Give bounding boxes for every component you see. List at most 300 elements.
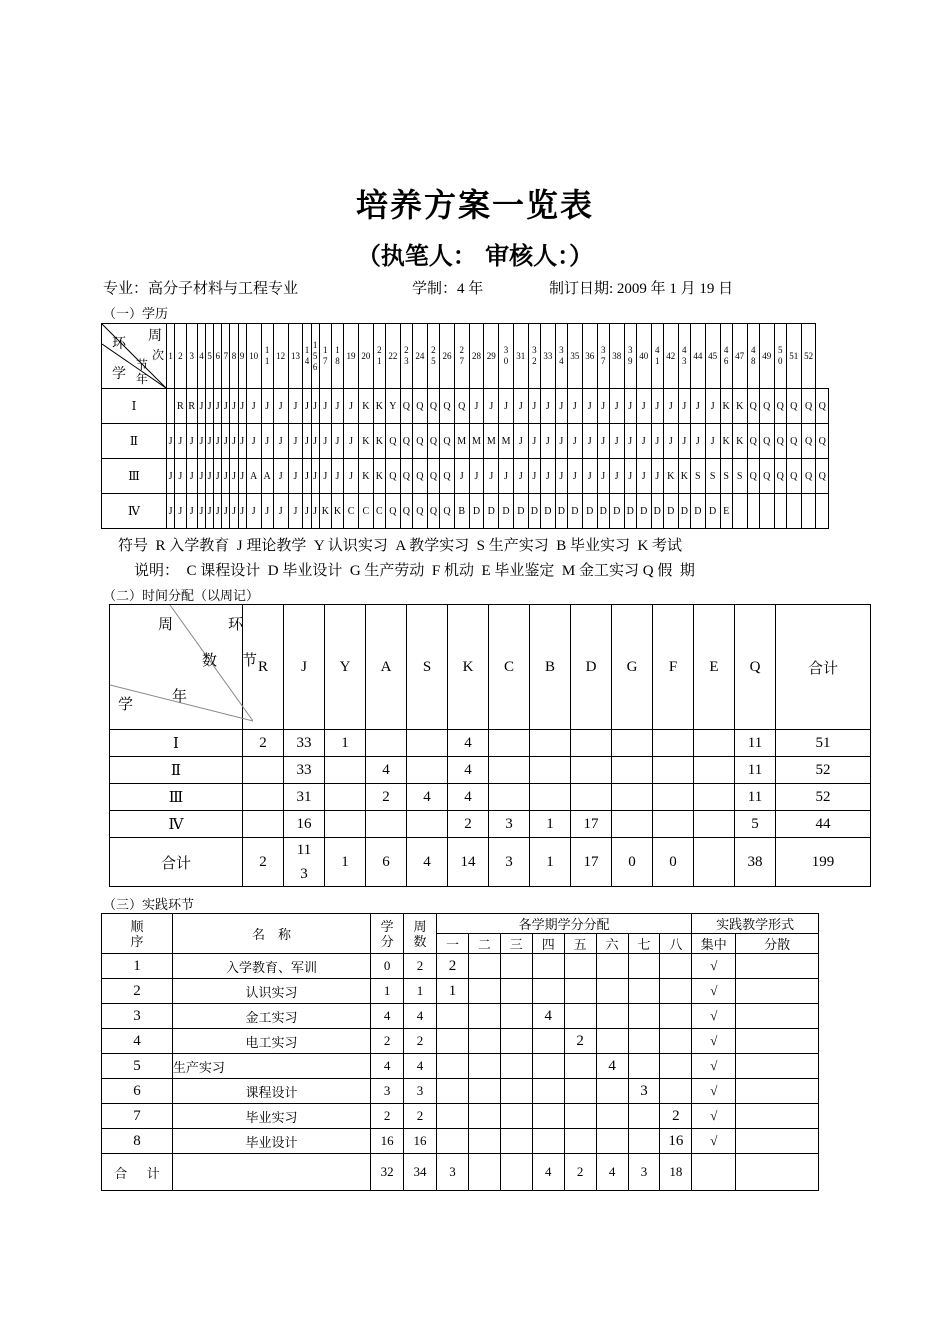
schedule-cell xyxy=(774,494,786,529)
semester-credit-cell xyxy=(468,1154,500,1191)
semester-credit-cell xyxy=(437,1104,469,1129)
schedule-cell: K xyxy=(373,459,385,494)
value-cell xyxy=(694,811,735,838)
name-cell: 金工实习 xyxy=(172,1004,370,1029)
schedule-cell xyxy=(801,494,816,529)
weeks-cell: 34 xyxy=(404,1154,437,1191)
value-cell xyxy=(407,730,448,757)
schedule-cell: Q xyxy=(759,459,774,494)
value-cell xyxy=(653,784,694,811)
week-number-header: 47 xyxy=(732,324,747,389)
value-cell xyxy=(243,811,284,838)
spread-cell xyxy=(736,1129,819,1154)
schedule-cell: J xyxy=(567,459,582,494)
week-number-header: 1 1 xyxy=(261,324,273,389)
schedule-cell: Q xyxy=(385,424,400,459)
value-cell: 31 xyxy=(284,784,325,811)
value-cell xyxy=(694,784,735,811)
schedule-cell: R xyxy=(186,389,197,424)
weeks-cell: 2 xyxy=(404,1029,437,1054)
name-cell: 生产实习 xyxy=(172,1054,370,1079)
semester-credit-cell xyxy=(468,1004,500,1029)
schedule-cell: J xyxy=(469,459,484,494)
schedule-cell: J xyxy=(582,459,597,494)
name-cell: 毕业实习 xyxy=(172,1104,370,1129)
value-cell xyxy=(612,784,653,811)
table-row xyxy=(102,979,819,1004)
year-label: Ⅳ xyxy=(102,494,167,529)
column-header: 合计 xyxy=(776,605,871,730)
spread-cell xyxy=(736,1054,819,1079)
schedule-cell: S xyxy=(705,459,720,494)
schedule-cell: K xyxy=(720,424,732,459)
schedule-cell: Q xyxy=(774,459,786,494)
semester-credit-cell: 18 xyxy=(660,1154,692,1191)
semester-credit-cell xyxy=(660,1054,692,1079)
schedule-cell: J xyxy=(454,459,469,494)
semester-credit-cell xyxy=(500,1029,532,1054)
week-number-header: 44 xyxy=(690,324,705,389)
value-cell: 11 3 xyxy=(284,838,325,887)
value-cell: 52 xyxy=(776,757,871,784)
year-label: Ⅲ xyxy=(102,459,167,494)
page-title: 培养方案一览表 xyxy=(355,186,594,224)
focus-cell: √ xyxy=(692,954,736,979)
table-row xyxy=(110,784,871,811)
column-header: G xyxy=(612,605,653,730)
schedule-cell: Q xyxy=(747,459,759,494)
schedule-cell: Q xyxy=(816,389,829,424)
schedule-cell: J xyxy=(582,424,597,459)
schedule-cell: Q xyxy=(801,459,816,494)
corner-label: 节 xyxy=(242,653,258,669)
schedule-cell: J xyxy=(238,459,246,494)
week-number-header: 49 xyxy=(759,324,774,389)
schedule-cell: J xyxy=(197,494,205,529)
section-heading: （一）学历 xyxy=(103,306,169,321)
schedule-cell: Q xyxy=(759,424,774,459)
semester-credit-cell xyxy=(532,979,564,1004)
semester-credit-cell xyxy=(468,1029,500,1054)
value-cell: 2 xyxy=(366,784,407,811)
value-cell: 52 xyxy=(776,784,871,811)
spread-cell xyxy=(736,1029,819,1054)
week-number-header: 4 6 xyxy=(720,324,732,389)
week-number-header: 3 2 xyxy=(528,324,540,389)
corner-label: 年 xyxy=(136,372,149,386)
corner-label: 学 xyxy=(118,697,134,713)
semester-credit-cell xyxy=(564,1004,596,1029)
year-label: Ⅱ xyxy=(102,424,167,459)
schedule-cell: Q xyxy=(816,424,829,459)
value-cell xyxy=(653,730,694,757)
schedule-cell: J xyxy=(663,389,678,424)
week-number-header: 1 5 6 xyxy=(311,324,319,389)
week-number-header: 9 xyxy=(238,324,246,389)
semester-credit-cell xyxy=(468,1079,500,1104)
corner-label: 环 xyxy=(228,617,244,633)
schedule-cell: J xyxy=(175,494,186,529)
value-cell: 38 xyxy=(735,838,776,887)
schedule-cell: J xyxy=(288,389,303,424)
total-row xyxy=(102,1154,819,1191)
schedule-cell: J xyxy=(206,494,214,529)
column-header: A xyxy=(366,605,407,730)
corner-label: 周 xyxy=(148,329,162,344)
schedule-cell: J xyxy=(303,459,311,494)
corner-label: 数 xyxy=(202,653,218,669)
schedule-cell: Q xyxy=(400,459,412,494)
column-header: J xyxy=(284,605,325,730)
schedule-cell: J xyxy=(186,494,197,529)
order-cell: 3 xyxy=(102,1004,173,1029)
semester-credit-cell xyxy=(596,1079,628,1104)
semester-credit-cell xyxy=(468,1054,500,1079)
schedule-cell: J xyxy=(624,389,636,424)
weeks-cell: 4 xyxy=(404,1004,437,1029)
semester-credit-cell xyxy=(660,979,692,1004)
column-header: Q xyxy=(735,605,776,730)
semester-credit-cell xyxy=(500,979,532,1004)
schedule-cell: K xyxy=(373,389,385,424)
schedule-cell: J xyxy=(624,424,636,459)
weeks-cell: 2 xyxy=(404,1104,437,1129)
order-cell: 2 xyxy=(102,979,173,1004)
semester-credit-cell xyxy=(660,1029,692,1054)
semester-credit-cell: 1 xyxy=(437,979,469,1004)
name-cell: 电工实习 xyxy=(172,1029,370,1054)
column-header: B xyxy=(530,605,571,730)
semester-credit-cell: 16 xyxy=(660,1129,692,1154)
semester-credit-cell: 3 xyxy=(437,1154,469,1191)
schedule-corner-cell xyxy=(102,324,167,389)
schedule-cell: K xyxy=(732,424,747,459)
year-label: Ⅲ xyxy=(110,784,243,811)
table-row xyxy=(110,811,871,838)
legend-line: 说明： C 课程设计 D 毕业设计 G 生产劳动 F 机动 E 毕业鉴定 M 金工实习 Q 假 期 xyxy=(134,563,695,579)
order-cell: 8 xyxy=(102,1129,173,1154)
semester-header: 八 xyxy=(660,934,692,954)
schedule-cell: J xyxy=(344,459,359,494)
schedule-cell: J xyxy=(528,459,540,494)
schedule-cell: D xyxy=(663,494,678,529)
schedule-cell: Q xyxy=(801,389,816,424)
value-cell: 0 xyxy=(653,838,694,887)
total-label: 合 计 xyxy=(102,1154,173,1191)
name-cell: 毕业设计 xyxy=(172,1129,370,1154)
semester-credit-cell xyxy=(500,954,532,979)
semester-credit-cell xyxy=(660,954,692,979)
schedule-cell: J xyxy=(609,424,624,459)
semester-credit-cell xyxy=(564,1054,596,1079)
semester-credit-cell xyxy=(468,1129,500,1154)
value-cell xyxy=(612,811,653,838)
semester-credit-cell xyxy=(468,979,500,1004)
focus-cell: √ xyxy=(692,1079,736,1104)
semester-credit-cell xyxy=(628,1004,660,1029)
schedule-cell: J xyxy=(261,389,273,424)
schedule-cell: Q xyxy=(427,389,439,424)
schedule-cell: J xyxy=(567,389,582,424)
schedule-cell: Q xyxy=(413,459,428,494)
week-number-header: 1 4 xyxy=(303,324,311,389)
practice-table xyxy=(101,913,819,1191)
schedule-cell xyxy=(747,494,759,529)
week-number-header: 24 xyxy=(413,324,428,389)
form-header: 集中 xyxy=(692,934,736,954)
time-allocation-table xyxy=(109,604,871,887)
value-cell xyxy=(325,811,366,838)
weeks-cell: 1 xyxy=(404,979,437,1004)
value-cell xyxy=(530,730,571,757)
value-cell: 4 xyxy=(448,730,489,757)
form-header: 分散 xyxy=(736,934,819,954)
page-subtitle: （执笔人： 审核人：） xyxy=(356,242,594,270)
semester-credit-cell xyxy=(596,1004,628,1029)
semester-credit-cell xyxy=(437,1054,469,1079)
schedule-cell: J xyxy=(597,389,609,424)
value-cell: 51 xyxy=(776,730,871,757)
schedule-cell: Q xyxy=(400,389,412,424)
semester-credit-cell xyxy=(564,954,596,979)
order-cell: 4 xyxy=(102,1029,173,1054)
schedule-cell: Q xyxy=(816,459,829,494)
schedule-cell: M xyxy=(499,424,514,459)
schedule-cell: B xyxy=(454,494,469,529)
table-row xyxy=(102,1029,819,1054)
semester-credit-cell xyxy=(468,1104,500,1129)
schedule-cell: J xyxy=(499,389,514,424)
table-row xyxy=(102,389,829,424)
name-cell xyxy=(172,1154,370,1191)
table-row xyxy=(102,1104,819,1129)
table-row xyxy=(102,494,829,529)
name-cell: 课程设计 xyxy=(172,1079,370,1104)
focus-cell: √ xyxy=(692,1029,736,1054)
schedule-cell: J xyxy=(651,459,663,494)
order-cell: 1 xyxy=(102,954,173,979)
order-cell: 6 xyxy=(102,1079,173,1104)
semester-credit-cell xyxy=(628,1104,660,1129)
schedule-cell: J xyxy=(540,459,555,494)
value-cell xyxy=(489,730,530,757)
corner-label: 次 xyxy=(152,348,165,362)
schedule-cell: J xyxy=(513,389,528,424)
week-number-header: 2 3 xyxy=(400,324,412,389)
schedule-cell: J xyxy=(214,459,222,494)
value-cell: 33 xyxy=(284,757,325,784)
week-number-header: 6 xyxy=(214,324,222,389)
year-label: Ⅰ xyxy=(102,389,167,424)
table-row xyxy=(102,459,829,494)
schedule-cell: J xyxy=(230,389,238,424)
credit-cell: 1 xyxy=(371,979,404,1004)
schedule-cell: K xyxy=(663,459,678,494)
column-header: S xyxy=(407,605,448,730)
value-cell xyxy=(325,784,366,811)
schedule-cell: J xyxy=(261,494,273,529)
schedule-cell: J xyxy=(651,424,663,459)
value-cell xyxy=(243,784,284,811)
schedule-cell xyxy=(732,494,747,529)
spread-cell xyxy=(736,1154,819,1191)
schedule-cell: J xyxy=(555,459,567,494)
value-cell xyxy=(571,730,612,757)
corner-label: 周 xyxy=(158,617,174,633)
column-header: E xyxy=(694,605,735,730)
schedule-cell: J xyxy=(186,459,197,494)
column-header: R xyxy=(243,605,284,730)
schedule-cell: Q xyxy=(440,424,455,459)
schedule-cell: D xyxy=(540,494,555,529)
schedule-cell: J xyxy=(288,459,303,494)
schedule-cell: J xyxy=(344,424,359,459)
schedule-cell: J xyxy=(528,389,540,424)
value-cell: 5 xyxy=(735,811,776,838)
value-cell: 4 xyxy=(407,784,448,811)
schedule-cell: D xyxy=(597,494,609,529)
schedule-cell: Q xyxy=(413,424,428,459)
semester-credit-cell xyxy=(628,1054,660,1079)
schedule-cell: Q xyxy=(774,424,786,459)
credit-cell: 0 xyxy=(371,954,404,979)
schedule-cell: D xyxy=(609,494,624,529)
schedule-cell xyxy=(167,389,175,424)
schedule-cell: D xyxy=(555,494,567,529)
schedule-cell: Q xyxy=(440,459,455,494)
schedule-cell: J xyxy=(513,424,528,459)
schedule-cell: Q xyxy=(427,424,439,459)
schedule-cell: J xyxy=(303,424,311,459)
schedule-cell: Q xyxy=(427,494,439,529)
week-number-header: 2 5 xyxy=(427,324,439,389)
credit-cell: 3 xyxy=(371,1079,404,1104)
week-number-header: 8 xyxy=(230,324,238,389)
value-cell: 1 xyxy=(325,838,366,887)
schedule-cell: D xyxy=(582,494,597,529)
semester-credit-cell: 3 xyxy=(628,1079,660,1104)
semester-credit-cell: 4 xyxy=(596,1054,628,1079)
schedule-cell: J xyxy=(214,389,222,424)
value-cell: 17 xyxy=(571,811,612,838)
schedule-cell: J xyxy=(197,389,205,424)
credit-cell: 4 xyxy=(371,1054,404,1079)
schedule-cell: J xyxy=(238,389,246,424)
schedule-cell: J xyxy=(167,424,175,459)
schedule-cell: J xyxy=(651,389,663,424)
schedule-cell: J xyxy=(222,389,230,424)
week-number-header: 20 xyxy=(358,324,373,389)
schedule-cell: Q xyxy=(774,389,786,424)
value-cell xyxy=(694,730,735,757)
schedule-cell: R xyxy=(175,389,186,424)
value-cell: 44 xyxy=(776,811,871,838)
schedule-cell: J xyxy=(555,424,567,459)
schedule-cell: D xyxy=(484,494,499,529)
schedule-cell: D xyxy=(705,494,720,529)
year-label: Ⅳ xyxy=(110,811,243,838)
semester-credit-cell xyxy=(532,1029,564,1054)
week-number-header: 3 xyxy=(186,324,197,389)
schedule-cell: J xyxy=(528,424,540,459)
schedule-cell: Q xyxy=(413,494,428,529)
weeks-header: 周 数 xyxy=(404,914,437,954)
schedule-cell: J xyxy=(261,424,273,459)
schedule-cell: M xyxy=(454,424,469,459)
schedule-cell: J xyxy=(624,459,636,494)
schedule-cell: J xyxy=(663,424,678,459)
schedule-cell: J xyxy=(319,459,331,494)
order-cell: 7 xyxy=(102,1104,173,1129)
schedule-cell: J xyxy=(238,494,246,529)
value-cell xyxy=(653,757,694,784)
weeks-cell: 16 xyxy=(404,1129,437,1154)
schedule-cell: J xyxy=(311,459,319,494)
schedule-cell: J xyxy=(197,424,205,459)
schedule-cell: Q xyxy=(413,389,428,424)
value-cell xyxy=(366,730,407,757)
focus-cell: √ xyxy=(692,1054,736,1079)
schedule-cell: J xyxy=(690,424,705,459)
schedule-cell: J xyxy=(513,459,528,494)
semester-credit-cell xyxy=(500,1154,532,1191)
value-cell xyxy=(325,757,366,784)
value-cell: 0 xyxy=(612,838,653,887)
schedule-cell: Q xyxy=(786,424,801,459)
semester-credit-cell xyxy=(500,1079,532,1104)
table-row xyxy=(110,838,871,887)
schedule-cell: Q xyxy=(801,424,816,459)
schedule-cell: J xyxy=(311,389,319,424)
week-number-header: 3 4 xyxy=(555,324,567,389)
corner-label: 年 xyxy=(172,689,188,705)
week-number-header: 29 xyxy=(484,324,499,389)
schedule-cell: J xyxy=(246,389,261,424)
value-cell: 3 xyxy=(489,838,530,887)
week-number-header: 3 0 xyxy=(499,324,514,389)
focus-cell: √ xyxy=(692,1004,736,1029)
table-row xyxy=(102,1129,819,1154)
semester-credit-cell: 2 xyxy=(564,1029,596,1054)
schedule-cell: A xyxy=(261,459,273,494)
semester-header: 五 xyxy=(564,934,596,954)
semester-credit-cell xyxy=(628,979,660,1004)
semester-credit-cell xyxy=(437,1004,469,1029)
semester-credit-cell xyxy=(564,1079,596,1104)
week-number-header: 31 xyxy=(513,324,528,389)
semester-credit-cell xyxy=(596,1129,628,1154)
schedule-cell: J xyxy=(678,389,690,424)
week-number-header: 1 7 xyxy=(319,324,331,389)
schedule-cell: Q xyxy=(385,459,400,494)
semester-credit-cell xyxy=(500,1104,532,1129)
schedule-cell: J xyxy=(214,494,222,529)
schedule-cell: Q xyxy=(759,389,774,424)
date-label: 制订日期: 2009 年 1 月 19 日 xyxy=(549,281,734,297)
weeks-cell: 3 xyxy=(404,1079,437,1104)
practice-header-row xyxy=(102,914,819,934)
week-number-header: 5 xyxy=(206,324,214,389)
schedule-cell: J xyxy=(186,424,197,459)
value-cell xyxy=(407,811,448,838)
semester-credit-cell xyxy=(596,1029,628,1054)
value-cell: 199 xyxy=(776,838,871,887)
schedule-cell: K xyxy=(331,494,343,529)
schedule-cell: J xyxy=(175,424,186,459)
schedule-cell: Q xyxy=(786,459,801,494)
schedule-cell: J xyxy=(567,424,582,459)
schedule-cell: J xyxy=(246,494,261,529)
